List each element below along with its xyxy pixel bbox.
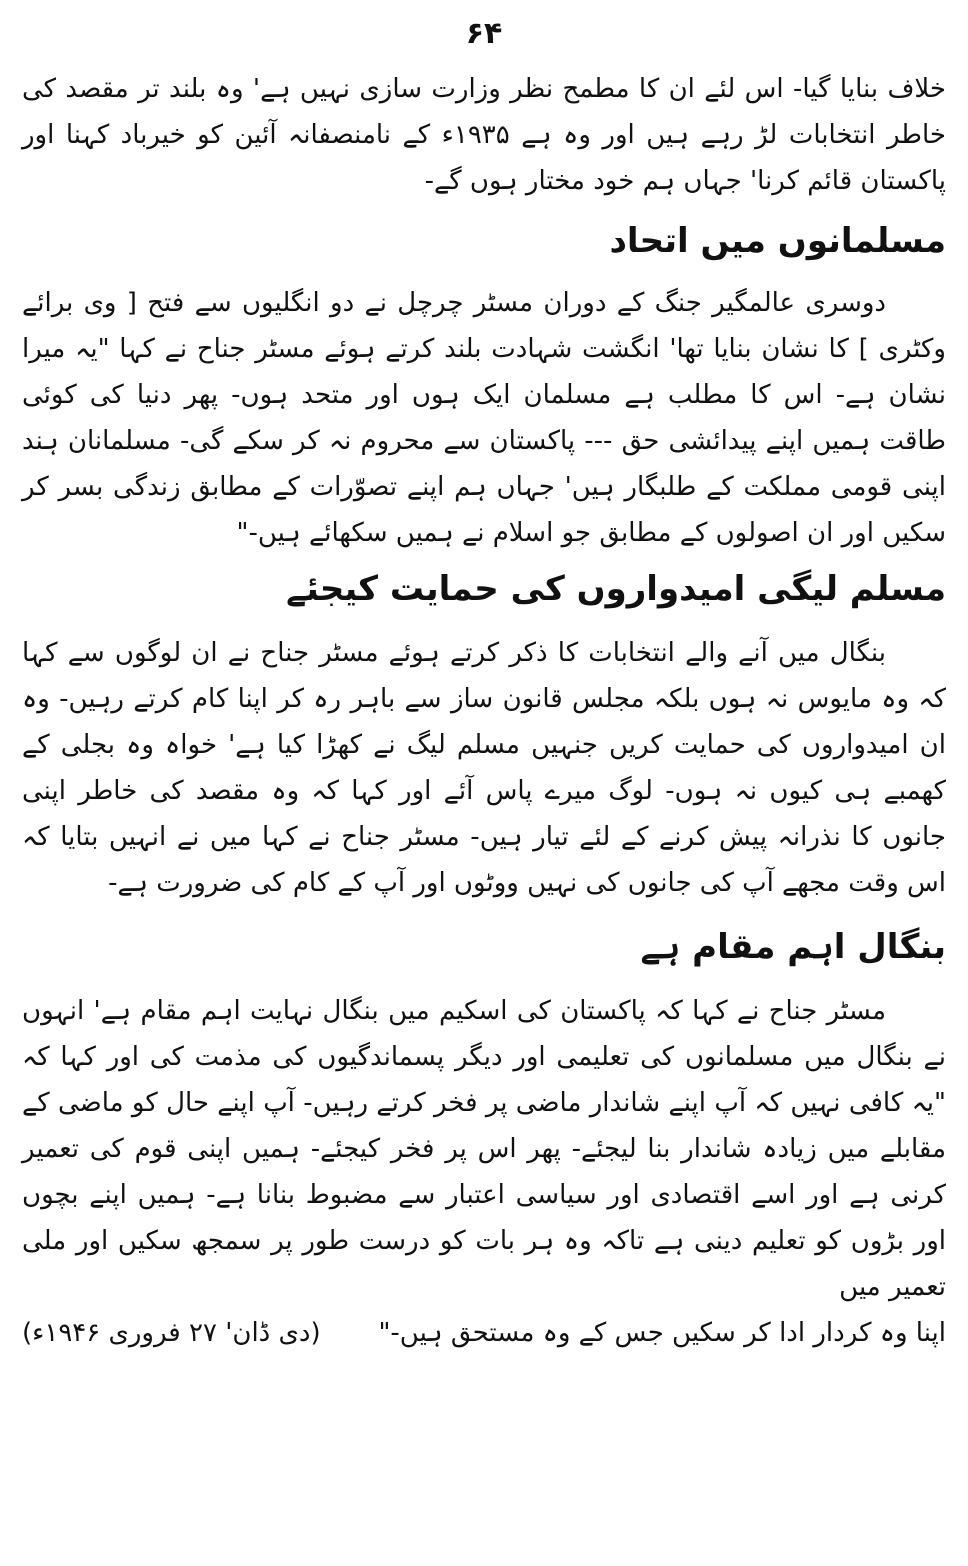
- closing-line-text: اپنا وہ کردار ادا کر سکیں جس کے وہ مستحق ہیں-": [378, 1318, 946, 1348]
- heading-support-league-candidates: مسلم لیگی امیدواروں کی حمایت کیجئے: [286, 569, 946, 609]
- page-content: [22, 66, 946, 1356]
- paragraph-intro: خلاف بنایا گیا- اس لئے ان کا مطمح نظر وزارت سازی نہیں ہے' وہ بلند تر مقصد کی خاطر انتخابات لڑ رہے ہیں اور وہ ہے ۱۹۳۵ء کے نامنصفانہ آئین کو خیرباد کہنا اور پاکستان قائم کرنا' جہاں ہم خود مختار ہوں گے-: [22, 74, 946, 196]
- heading-muslim-unity: مسلمانوں میں اتحاد: [609, 221, 946, 261]
- paragraph-bengal-elections: بنگال میں آنے والے انتخابات کا ذکر کرتے ہوئے مسٹر جناح نے ان لوگوں سے کہا کہ وہ مایوس نہ ہوں بلکہ مجلس قانون ساز سے باہر رہ کر اپنا کام کرتے رہیں- وہ ان امیدواروں کی حمایت کریں جنہیں مسلم لیگ نے کھڑا کیا ہے' خواہ وہ بجلی کے کھمبے ہی کیوں نہ ہوں- لوگ میرے پاس آئے اور کہا کہ وہ مقصد کی خاطر اپنی جانوں کا نذرانہ پیش کرنے کے لئے تیار ہیں- مسٹر جناح نے کہا میں نے انہیں بتایا کہ اس وقت مجھے آپ کی جانوں کی نہیں ووٹوں اور آپ کے کام کی ضرورت ہے-: [22, 638, 946, 898]
- paragraph-victory-sign: دوسری عالمگیر جنگ کے دوران مسٹر چرچل نے دو انگلیوں سے فتح [ وی برائے وکٹری ] کا نشان بنایا تھا' انگشت شہادت بلند کرتے ہوئے مسٹر جناح نے کہا "یہ میرا نشان ہے- اس کا مطلب ہے مسلمان ایک ہوں اور متحد ہوں- پھر دنیا کی کوئی طاقت ہمیں اپنے پیدائشی حق --- پاکستان سے محروم نہ کر سکے گی- مسلمانان ہند اپنی قومی مملکت کے طلبگار ہیں' جہاں ہم اپنے تصوّرات کے مطابق زندگی بسر کر سکیں اور ان اصولوں کے مطابق جو اسلام نے ہمیں سکھائے ہیں-": [22, 288, 946, 548]
- closing-line: [22, 1310, 946, 1356]
- paragraph-bengal-scheme: مسٹر جناح نے کہا کہ پاکستان کی اسکیم میں بنگال نہایت اہم مقام ہے' انہوں نے بنگال میں مسلمانوں کی تعلیمی اور دیگر پسماندگیوں کی مذمت کی اور کہا کہ "یہ کافی نہیں کہ آپ اپنے شاندار ماضی پر فخر کرتے رہیں- آپ اپنے حال کو ماضی کے مقابلے میں زیادہ شاندار بنا لیجئے- پھر اس پر فخر کیجئے- ہمیں اپنی قوم کی تعمیر کرنی ہے اور اسے اقتصادی اور سیاسی اعتبار سے مضبوط بنانا ہے- ہمیں اپنے بچوں اور بڑوں کو تعلیم دینی ہے تاکہ وہ ہر بات کو درست طور پر سمجھ سکیں اور ملی تعمیر میں: [22, 996, 946, 1302]
- page-number: ۶۴: [465, 16, 503, 51]
- heading-bengal-important: بنگال اہم مقام ہے: [640, 927, 946, 967]
- source-citation: (دی ڈان' ۲۷ فروری ۱۹۴۶ء): [22, 1318, 321, 1348]
